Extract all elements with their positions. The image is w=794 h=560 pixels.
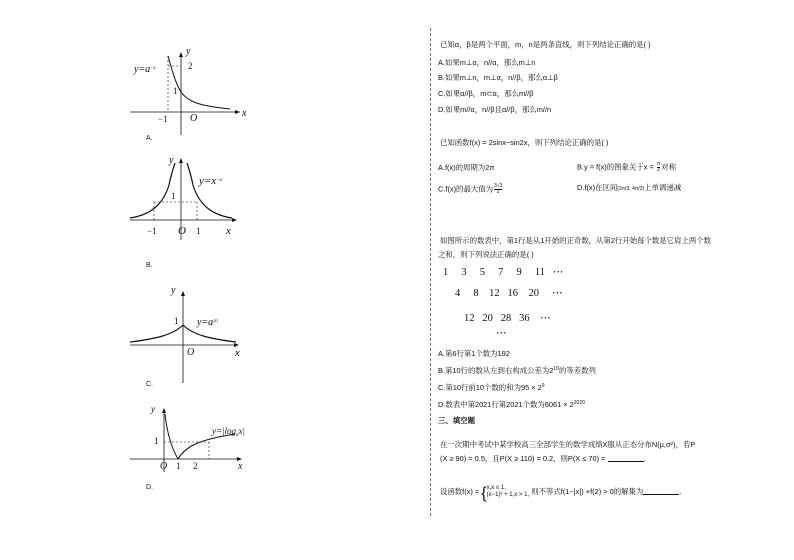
y-axis-label: y [171, 285, 176, 296]
function-label: $y=x^{-a}$ [199, 175, 223, 187]
q3-table-row-1: 1 3 5 7 9 11 ⋯ [443, 267, 564, 278]
q2-stem: 已知函数f(x) = 2sinx−sin2x，则下列结论正确的是( ) [440, 138, 609, 147]
tick-2: 2 [188, 61, 193, 71]
q3-table-row-3: 12 20 28 36 ⋯ [464, 313, 551, 324]
q4-line2: (X ≥ 90) = 0.5，且P(X ≥ 110) = 0.2，则P(X ≤ 70) = . [440, 454, 646, 463]
q1-option-a: A.如果m⊥α，n//α，那么m⊥n [438, 58, 536, 67]
option-a-letter: A. [146, 135, 153, 142]
y-axis-label: y [169, 155, 174, 166]
tick-neg1: −1 [158, 114, 168, 124]
y-axis-label: y [186, 46, 191, 57]
answer-blank[interactable] [608, 455, 644, 462]
x-axis-label: x [226, 225, 231, 237]
q4-line1: 在一次期中考试中某学校高三全部学生的数学成绩X服从正态分布N(μ,σ²)，若P [440, 440, 696, 449]
origin-label: O [160, 461, 168, 472]
x-axis-label: x [242, 108, 247, 119]
section-title: 三、填空题 [438, 416, 475, 425]
q3-option-d: D.数表中第2021行第2021个数为$6061 \times 2^{2020}$ [438, 400, 585, 409]
graph-option-a [130, 40, 250, 135]
tick-y-1: 1 [154, 436, 159, 446]
q3-option-a: A.第6行第1个数为192 [438, 349, 510, 358]
graph-option-c [125, 285, 250, 385]
q1-option-c: C.如果α//β，m⊂α，那么m//β [438, 89, 534, 98]
q1-option-b: B.如果m⊥n，m⊥α，n//β，那么α⊥β [438, 73, 558, 82]
origin-label: O [190, 113, 198, 124]
option-b-letter: B. [146, 262, 153, 269]
page-divider [430, 28, 431, 516]
q2-option-d: D.f(x)在区间(2π/3, 4π/3)上单调递减 [577, 183, 682, 192]
tick-x-2: 2 [193, 461, 198, 471]
q1-stem: 已知α，β是两个平面，m，n是两条直线，则下列结论正确的是( ) [440, 40, 651, 49]
q2-option-b: B.y = f(x)的图象关于x = $\frac{\pi}{2}$ 对称 [577, 161, 677, 173]
q3-stem-line1: 如图所示的数表中，第1行是从1开始的正奇数，从第2行开始每个数是它肩上两个数 [440, 236, 712, 245]
q3-table-row-4: ⋯ [496, 328, 507, 339]
function-label: $y=a^{-x}$ [134, 64, 156, 75]
option-d-letter: D. [146, 484, 153, 491]
function-label: $y=|\log_ax|$ [212, 426, 246, 438]
q3-stem-line2: 之和，则下列说法正确的是( ) [438, 250, 534, 259]
q3-option-c: C.第10行前10个数的和为$95 \times 2^9$ [438, 383, 545, 392]
q2-option-c: C.f(x)的最大值为 $\frac{3√3}{2}$ [438, 183, 503, 195]
x-axis-label: x [238, 461, 243, 472]
q5-text: 设函数f(x) = { x,x ≤ 1, (x−1)² + 1,x > 1, 则不等式f(1−|x|) +f(2) > 0的解集为 . [440, 484, 682, 502]
q1-option-d: D.如果m//α，n//β且α//β，那么m//n [438, 105, 552, 114]
tick-x-1: 1 [176, 461, 181, 471]
tick-neg1: −1 [147, 226, 157, 236]
option-c-letter: C. [146, 381, 153, 388]
tick-1: 1 [173, 86, 178, 96]
q3-table-row-2: 4 8 12 16 20 ⋯ [455, 288, 563, 299]
answer-blank[interactable] [643, 488, 679, 495]
tick-1: 1 [174, 316, 179, 326]
function-label: $y=a^{|x|}$ [197, 317, 219, 328]
tick-pos1: 1 [196, 226, 201, 236]
x-axis-label: x [235, 347, 240, 359]
q2-option-a: A.f(x)的周期为2π [438, 163, 495, 172]
origin-label: O [178, 225, 186, 237]
graph-option-b [125, 155, 250, 245]
tick-1: 1 [171, 191, 176, 201]
y-axis-label: y [151, 404, 155, 414]
graph-option-d [125, 402, 255, 482]
origin-label: O [187, 347, 195, 358]
q3-option-b: B.第10行的数从左到右构成公差为$2^{10}$的等差数列 [438, 366, 596, 375]
